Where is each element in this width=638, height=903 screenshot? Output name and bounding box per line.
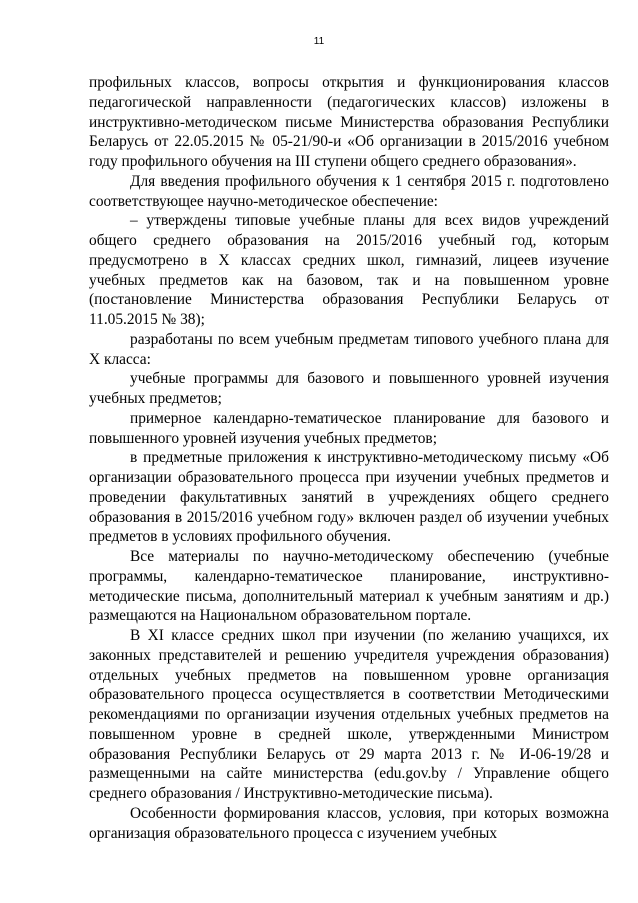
- paragraph: – утверждены типовые учебные планы для всех видов учреждений общего среднего образования на 2015/2016 учебный год, которым предусмотрено в X классах средних школ, гимназий, лицеев изучение учебных предметов как на базовом, так и на повышенном уровне (постановление Министерства образования Республики Беларусь от 11.05.2015 № 38);: [89, 212, 609, 328]
- paragraph: учебные программы для базового и повышенного уровней изучения учебных предметов;: [89, 370, 609, 407]
- page-number: 11: [313, 36, 325, 47]
- paragraph: Особенности формирования классов, условия, при которых возможна организация образовательного процесса с изучением учебных: [89, 804, 609, 842]
- paragraph: профильных классов, вопросы открытия и функционирования классов педагогической направленности (педагогических классов) изложены в инструктивно-методическом письме Министерства образования Республики Беларусь от 22.05.2015 № 05-21/90-и «Об организации в 2015/2016 учебном году профильного обучения на III ступени общего среднего образования».: [89, 74, 609, 170]
- paragraph: в предметные приложения к инструктивно-методическому письму «Об организации образовательного процесса при изучении учебных предметов и проведении факультативных занятий в учреждениях общего среднего образования в 2015/2016 учебном году» включен раздел об изучении учебных предметов в условиях профильного обучения.: [89, 449, 609, 546]
- paragraph: Для введения профильного обучения к 1 сентября 2015 г. подготовлено соответствующее научно-методическое обеспечение:: [89, 172, 609, 210]
- paragraph: Все материалы по научно-методическому обеспечению (учебные программы, календарно-тематическое планирование, инструктивно-методические письма, дополнительный материал к учебным занятиям и др.) размещаются на Национальном образовательном портале.: [89, 548, 609, 625]
- paragraph: В XI классе средних школ при изучении (по желанию учащихся, их законных представителей и решению учредителя учреждения образования) отдельных учебных предметов на повышенном уровне организация образовательного процесса осуществляется в соответствии Методическими рекомендациями по организации изучения отдельных учебных предметов на повышенном уровне в средней школе, утвержденными Министром образования Республики Беларусь от 29 марта 2013 г. № И-06-19/28 и размещенными на сайте министерства (edu.gov.by / Управление общего среднего образования / Инструктивно-методические письма).: [89, 627, 609, 802]
- paragraph: разработаны по всем учебным предметам типового учебного плана для X класса:: [89, 330, 609, 368]
- document-body: [89, 73, 609, 843]
- paragraph: примерное календарно-тематическое планирование для базового и повышенного уровней изучения учебных предметов;: [89, 409, 609, 447]
